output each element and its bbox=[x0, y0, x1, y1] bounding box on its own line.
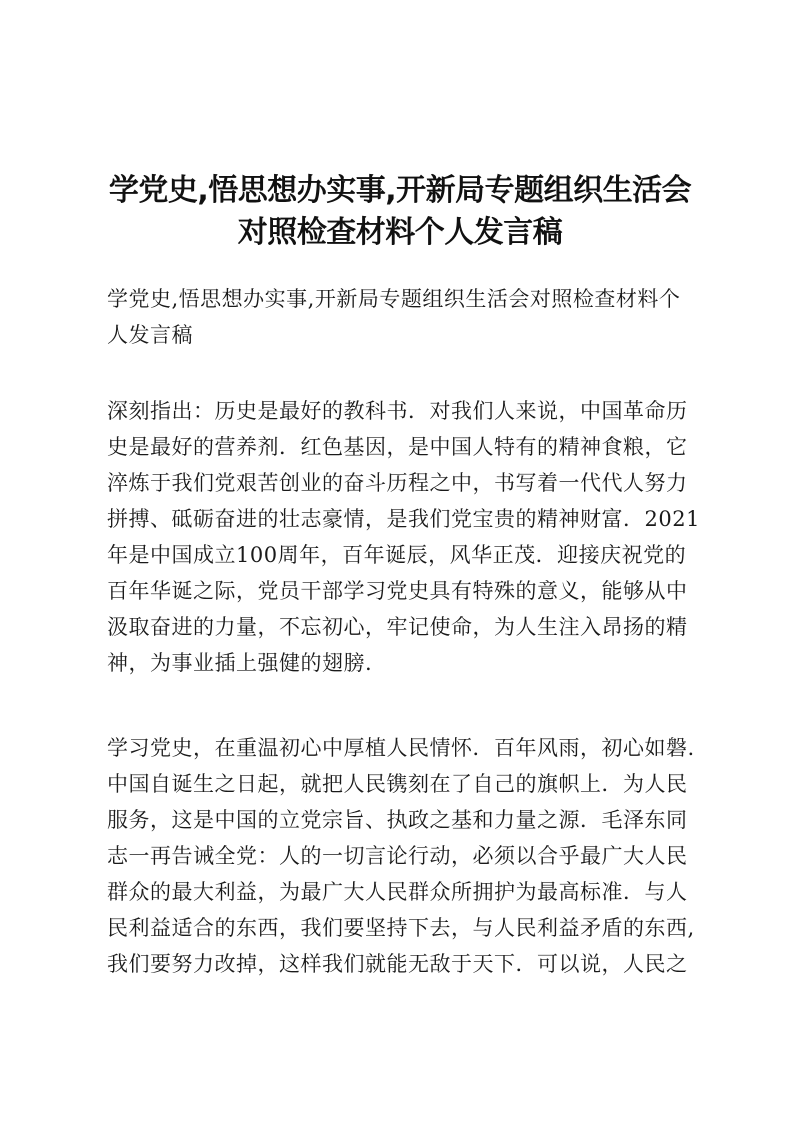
text-line: 学党史,悟思想办实事,开新局专题组织生活会对照检查材料个 bbox=[107, 287, 681, 311]
text-line: 史是最好的营养剂．红色基因，是中国人特有的精神食粮，它 bbox=[107, 435, 688, 459]
text-line: 志一再告诫全党：人的一切言论行动，必须以合乎最广大人民 bbox=[107, 844, 688, 868]
title-line-1: 学党史,悟思想办实事,开新局专题组织生活会 bbox=[108, 173, 692, 209]
paragraph-subtitle bbox=[107, 281, 697, 353]
text-line: 淬炼于我们党艰苦创业的奋斗历程之中，书写着一代代人努力 bbox=[107, 471, 688, 495]
text-line: 神，为事业插上强健的翅膀. bbox=[107, 651, 373, 675]
text-line: 人发言稿 bbox=[107, 323, 193, 347]
text-line: 拼搏、砥砺奋进的壮志豪情，是我们党宝贵的精神财富．2021 bbox=[107, 507, 700, 531]
text-line: 服务，这是中国的立党宗旨、执政之基和力量之源．毛泽东同 bbox=[107, 808, 688, 832]
text-line: 群众的最大利益，为最广大人民群众所拥护为最高标准．与人 bbox=[107, 880, 688, 904]
text-line: 百年华诞之际，党员干部学习党史具有特殊的意义，能够从中 bbox=[107, 579, 688, 603]
text-line: 我们要努力改掉，这样我们就能无敌于天下．可以说，人民之 bbox=[107, 952, 688, 976]
text-line: 年是中国成立100周年，百年诞辰，风华正茂．迎接庆祝党的 bbox=[107, 543, 687, 567]
text-line: 学习党史，在重温初心中厚植人民情怀．百年风雨，初心如磐. bbox=[107, 736, 695, 760]
text-line: 民利益适合的东西，我们要坚持下去，与人民利益矛盾的东西, bbox=[107, 916, 695, 940]
text-line: 汲取奋进的力量，不忘初心，牢记使命，为人生注入昂扬的精 bbox=[107, 615, 688, 639]
document-title bbox=[100, 170, 700, 254]
title-line-2: 对照检查材料个人发言稿 bbox=[237, 215, 563, 251]
paragraph-people bbox=[107, 730, 697, 982]
text-line: 深刻指出：历史是最好的教科书．对我们人来说，中国革命历 bbox=[107, 399, 688, 423]
paragraph-history bbox=[107, 393, 700, 681]
text-line: 中国自诞生之日起，就把人民镌刻在了自己的旗帜上．为人民 bbox=[107, 772, 688, 796]
